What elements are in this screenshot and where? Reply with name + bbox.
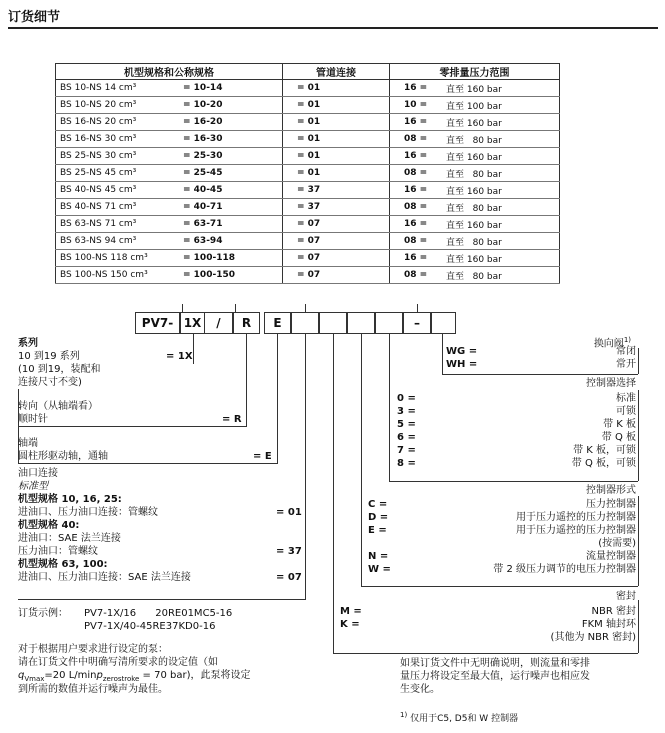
footnote-text: 仅用于C5, D5和 W 控制器 xyxy=(410,714,519,724)
leader-rotation-h xyxy=(18,426,247,427)
seal-title: 密封 xyxy=(616,591,636,602)
request-p: p xyxy=(96,670,103,681)
spec-table-header xyxy=(56,64,560,80)
port-size-2-line-1: 进油口：SAE 法兰连接 xyxy=(18,533,121,544)
row-pressure-range: 直至 160 bar xyxy=(442,148,560,165)
code-box-shaft: E xyxy=(264,312,291,334)
leader-valve-right xyxy=(638,348,639,374)
header-pressure: 零排量压力范围 xyxy=(390,64,560,80)
title-rule xyxy=(8,27,658,29)
example-2: PV7-1X/40-45RE37KD0-16 xyxy=(84,621,216,632)
port-size-1-line: 进油口、压力油口连接：管螺纹 xyxy=(18,507,158,518)
row-pressure-code: 08 = xyxy=(390,267,443,284)
ctrl-select-item-label: 带 K 板，可锁 xyxy=(573,445,636,456)
ctrl-select-item-code: 7 = xyxy=(397,445,416,456)
rotation-title: 转向（从轴端看） xyxy=(18,401,98,412)
leader-ctrl-sel xyxy=(389,334,390,481)
row-pressure-code: 08 = xyxy=(390,233,443,250)
note-line-2: 量压力将设定至最大值，运行噪声也相应发 xyxy=(400,671,590,682)
ctrl-select-item-code: 3 = xyxy=(397,406,416,417)
row-model: BS 63-NS 94 cm³ xyxy=(56,233,180,250)
spec-table xyxy=(55,63,560,284)
note-line-1: 如果订货文件中无明确说明，则流量和零排 xyxy=(400,658,590,669)
ctrl-form-item-label: 带 2 级压力调节的电压力控制器 xyxy=(493,564,636,575)
series-note-2: 连接尺寸不变) xyxy=(18,377,82,388)
leader-ctrl-form-right xyxy=(638,496,639,586)
row-model: BS 40-NS 71 cm³ xyxy=(56,199,180,216)
row-code: = 100-118 xyxy=(179,250,283,267)
row-model: BS 100-NS 118 cm³ xyxy=(56,250,180,267)
row-model: BS 10-NS 20 cm³ xyxy=(56,97,180,114)
seal-item-code: M = xyxy=(340,606,362,617)
page-title: 订货细节 xyxy=(8,10,61,25)
row-pressure-range: 直至 80 bar xyxy=(442,165,560,182)
seal-item-label: FKM 轴封环 xyxy=(581,619,636,630)
request-p-value: = 70 bar)，此泵将设定 xyxy=(139,670,251,681)
request-line-2 xyxy=(18,670,251,685)
ctrl-form-item-label: 压力控制器 xyxy=(586,499,636,510)
series-note-1: (10 到19，装配和 xyxy=(18,364,101,375)
ctrl-form-item-code: W = xyxy=(368,564,391,575)
request-q-sub: Vmax xyxy=(24,675,45,683)
code-box-rotation: R xyxy=(233,312,260,334)
request-q-value: =20 L/min xyxy=(44,670,97,681)
row-pipe: = 37 xyxy=(283,182,390,199)
table-row xyxy=(56,114,560,131)
row-pressure-range: 直至 80 bar xyxy=(442,267,560,284)
row-pressure-range: 直至 80 bar xyxy=(442,131,560,148)
valve-item-code: WG = xyxy=(446,346,478,357)
port-size-3-line: 进油口、压力油口连接：SAE 法兰连接 xyxy=(18,572,191,583)
row-code: = 10-14 xyxy=(179,80,283,97)
table-row xyxy=(56,148,560,165)
leader-shaft-h xyxy=(18,463,278,464)
code-box-controller-form xyxy=(347,312,375,334)
row-pipe: = 07 xyxy=(283,233,390,250)
code-box-slash: / xyxy=(205,312,233,334)
table-row xyxy=(56,199,560,216)
connector-nominal xyxy=(235,304,236,312)
connector-pressure xyxy=(417,304,418,312)
leader-rotation xyxy=(246,334,247,426)
leader-valve xyxy=(442,334,443,374)
row-code: = 100-150 xyxy=(179,267,283,284)
port-size-2-line-2: 压力油口：管螺纹 xyxy=(18,546,98,557)
ctrl-select-item-label: 标准 xyxy=(616,393,636,404)
row-code: = 16-20 xyxy=(179,114,283,131)
row-pipe: = 37 xyxy=(283,199,390,216)
leader-ctrl-form-h xyxy=(361,586,638,587)
table-row xyxy=(56,250,560,267)
row-pipe: = 07 xyxy=(283,250,390,267)
table-row xyxy=(56,182,560,199)
seal-item-label: (其他为 NBR 密封) xyxy=(550,632,636,643)
row-pressure-range: 直至 80 bar xyxy=(442,199,560,216)
row-pressure-code: 16 = xyxy=(390,182,443,199)
row-pressure-code: 10 = xyxy=(390,97,443,114)
row-pipe: = 01 xyxy=(283,97,390,114)
footnote-sup: 1) xyxy=(400,711,408,719)
port-standard: 标准型 xyxy=(18,481,48,492)
valve-item-code: WH = xyxy=(446,359,478,370)
valve-item-label: 常闭 xyxy=(616,346,636,357)
row-pressure-range: 直至 80 bar xyxy=(442,233,560,250)
ctrl-select-item-label: 可锁 xyxy=(616,406,636,417)
code-box-controller-select xyxy=(375,312,403,334)
note-line-3: 生变化。 xyxy=(400,684,440,695)
request-line-1: 请在订货文件中明确写清所要求的设定值（如 xyxy=(18,657,218,668)
code-box-seal xyxy=(431,312,456,334)
row-pressure-code: 16 = xyxy=(390,114,443,131)
rotation-code: = R xyxy=(222,414,242,425)
row-model: BS 25-NS 45 cm³ xyxy=(56,165,180,182)
ctrl-form-title: 控制器形式 xyxy=(586,485,636,496)
ctrl-form-item-label: 用于压力遥控的压力控制器 xyxy=(516,512,636,523)
row-pressure-code: 08 = xyxy=(390,165,443,182)
ctrl-form-item-label: (按需要) xyxy=(598,538,636,549)
header-model: 机型规格和公称规格 xyxy=(56,64,283,80)
code-box-series: 1X xyxy=(180,312,205,334)
connector-pipe xyxy=(305,304,306,312)
row-pressure-range: 直至 160 bar xyxy=(442,182,560,199)
row-code: = 40-71 xyxy=(179,199,283,216)
request-title: 对于根据用户要求进行设定的泵： xyxy=(18,644,168,655)
row-pressure-code: 16 = xyxy=(390,216,443,233)
table-row xyxy=(56,216,560,233)
example-1: PV7-1X/16 20RE01MC5-16 xyxy=(84,608,233,619)
request-q: q xyxy=(18,670,25,681)
valve-title-text: 换向阀 xyxy=(593,338,624,350)
row-model: BS 16-NS 20 cm³ xyxy=(56,114,180,131)
row-pressure-range: 直至 160 bar xyxy=(442,216,560,233)
shaft-code: = E xyxy=(253,451,272,462)
request-line-3: 到所需的数值并运行噪声为最佳。 xyxy=(18,684,168,695)
ctrl-form-item-code: N = xyxy=(368,551,389,562)
header-pipe: 管道连接 xyxy=(283,64,390,80)
row-pipe: = 01 xyxy=(283,165,390,182)
row-pipe: = 01 xyxy=(283,80,390,97)
row-pressure-range: 直至 160 bar xyxy=(442,114,560,131)
row-pipe: = 01 xyxy=(283,148,390,165)
port-size-2: 机型规格 40: xyxy=(18,520,80,531)
valve-item-label: 常开 xyxy=(616,359,636,370)
series-title: 系列 xyxy=(18,338,38,349)
ctrl-select-item-code: 8 = xyxy=(397,458,416,469)
port-size-1-code: = 01 xyxy=(276,507,302,518)
leader-shaft xyxy=(277,334,278,463)
row-pressure-code: 08 = xyxy=(390,199,443,216)
row-pressure-range: 直至 160 bar xyxy=(442,250,560,267)
leader-seal-right xyxy=(638,600,639,653)
code-box-port xyxy=(291,312,319,334)
leader-series xyxy=(193,334,194,364)
ctrl-select-item-code: 6 = xyxy=(397,432,416,443)
shaft-title: 轴端 xyxy=(18,438,38,449)
table-row xyxy=(56,131,560,148)
ctrl-select-item-label: 带 K 板 xyxy=(603,419,636,430)
row-model: BS 16-NS 30 cm³ xyxy=(56,131,180,148)
connector-size xyxy=(182,304,183,312)
code-box-prefix: PV7- xyxy=(135,312,180,334)
shaft-line: 圆柱形驱动轴，通轴 xyxy=(18,451,108,462)
leader-port-h xyxy=(18,599,306,600)
leader-seal-h xyxy=(333,653,638,654)
port-size-3: 机型规格 63, 100: xyxy=(18,559,108,570)
port-size-3-code: = 07 xyxy=(276,572,302,583)
series-code: = 1X xyxy=(166,351,193,362)
port-title: 油口连接 xyxy=(18,468,58,479)
ctrl-form-item-label: 流量控制器 xyxy=(586,551,636,562)
ctrl-select-title: 控制器选择 xyxy=(586,378,636,389)
port-size-1: 机型规格 10, 16, 25: xyxy=(18,494,122,505)
row-model: BS 100-NS 150 cm³ xyxy=(56,267,180,284)
row-pressure-range: 直至 100 bar xyxy=(442,97,560,114)
leader-valve-h xyxy=(442,374,638,375)
ctrl-select-item-code: 0 = xyxy=(397,393,416,404)
footnote xyxy=(400,710,518,725)
row-code: = 63-71 xyxy=(179,216,283,233)
ctrl-select-item-label: 带 Q 板，可锁 xyxy=(571,458,636,469)
example-label: 订货示例： xyxy=(18,608,68,619)
table-row xyxy=(56,233,560,250)
leader-port xyxy=(305,334,306,600)
ctrl-form-item-code: E = xyxy=(368,525,387,536)
row-code: = 16-30 xyxy=(179,131,283,148)
seal-item-code: K = xyxy=(340,619,360,630)
ctrl-form-item-label: 用于压力遥控的压力控制器 xyxy=(516,525,636,536)
series-line: 10 到19 系列 xyxy=(18,351,80,362)
row-pipe: = 01 xyxy=(283,114,390,131)
row-model: BS 40-NS 45 cm³ xyxy=(56,182,180,199)
leader-ctrl-sel-h xyxy=(389,481,638,482)
table-row xyxy=(56,97,560,114)
ctrl-select-item-label: 带 Q 板 xyxy=(601,432,636,443)
valve-title-sup: 1) xyxy=(623,336,631,344)
table-row xyxy=(56,80,560,97)
row-model: BS 63-NS 71 cm³ xyxy=(56,216,180,233)
row-pressure-code: 16 = xyxy=(390,250,443,267)
leader-ctrl-sel-right xyxy=(638,390,639,481)
row-pressure-range: 直至 160 bar xyxy=(442,80,560,97)
ctrl-select-item-code: 5 = xyxy=(397,419,416,430)
code-box-pressure xyxy=(319,312,347,334)
code-box-valve: – xyxy=(403,312,431,334)
seal-item-label: NBR 密封 xyxy=(591,606,636,617)
row-model: BS 10-NS 14 cm³ xyxy=(56,80,180,97)
row-code: = 40-45 xyxy=(179,182,283,199)
port-size-2-code: = 37 xyxy=(276,546,302,557)
leader-seal xyxy=(333,334,334,654)
rotation-line: 顺时针 xyxy=(18,414,48,425)
row-code: = 63-94 xyxy=(179,233,283,250)
row-pipe: = 01 xyxy=(283,131,390,148)
request-p-sub: zerostroke xyxy=(102,675,140,683)
row-pressure-code: 16 = xyxy=(390,148,443,165)
row-pipe: = 07 xyxy=(283,267,390,284)
row-code: = 10-20 xyxy=(179,97,283,114)
row-code: = 25-45 xyxy=(179,165,283,182)
ctrl-form-item-code: C = xyxy=(368,499,388,510)
ctrl-form-item-code: D = xyxy=(368,512,389,523)
row-code: = 25-30 xyxy=(179,148,283,165)
table-row xyxy=(56,165,560,182)
row-model: BS 25-NS 30 cm³ xyxy=(56,148,180,165)
row-pipe: = 07 xyxy=(283,216,390,233)
row-pressure-code: 16 = xyxy=(390,80,443,97)
table-row xyxy=(56,267,560,284)
row-pressure-code: 08 = xyxy=(390,131,443,148)
leader-ctrl-form xyxy=(361,334,362,586)
